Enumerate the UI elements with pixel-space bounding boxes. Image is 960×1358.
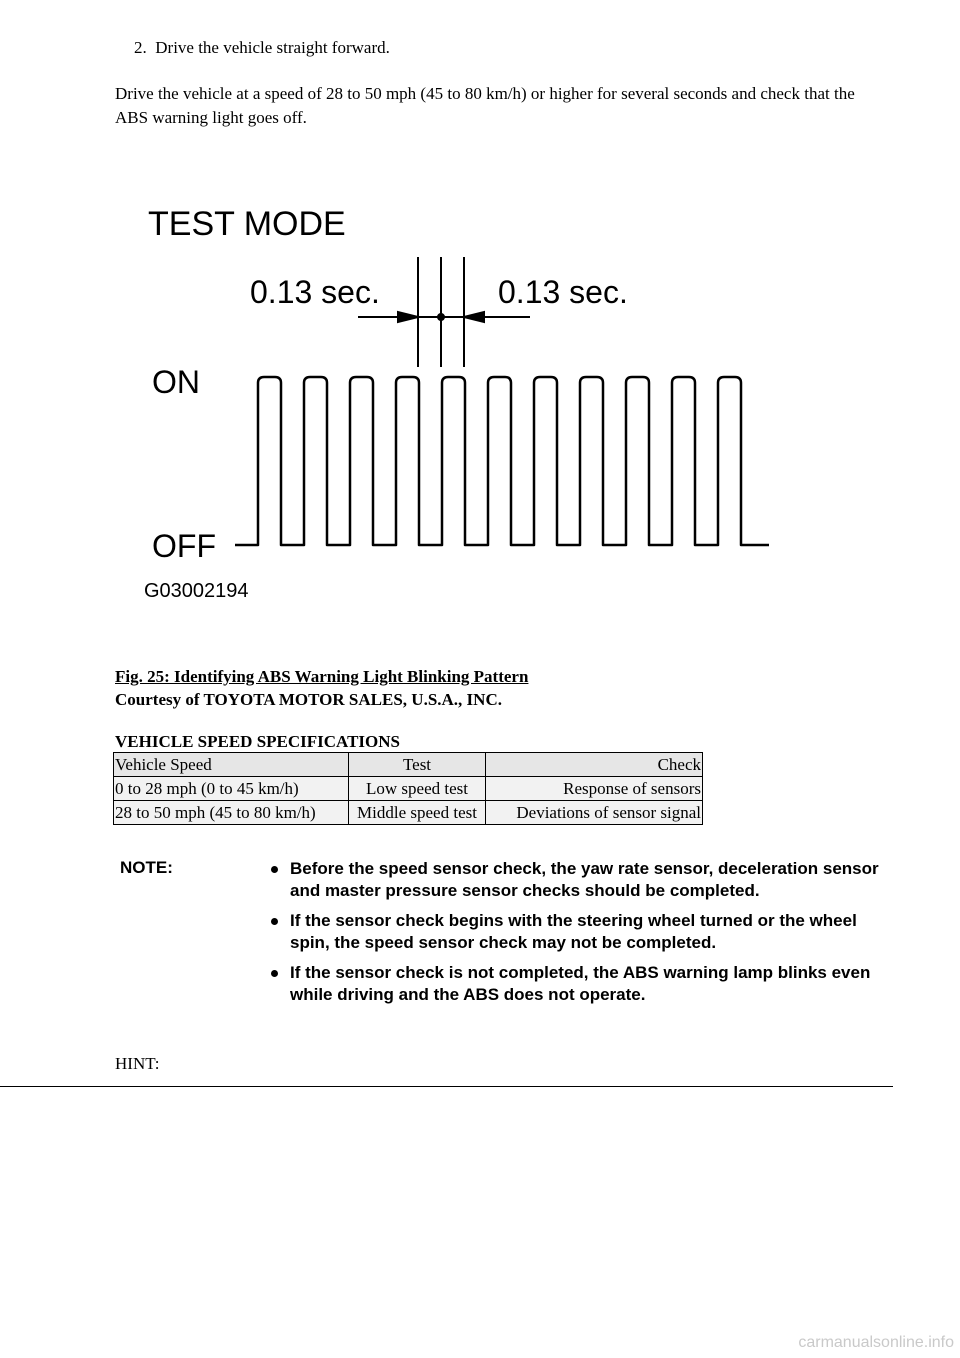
table-row — [114, 801, 703, 825]
figure-code: G03002194 — [144, 580, 249, 602]
figure-caption: Fig. 25: Identifying ABS Warning Light Blinking Pattern — [115, 667, 529, 686]
note-item: If the sensor check begins with the steering wheel turned or the wheel spin, the speed sensor check may not be completed. — [268, 910, 893, 954]
arrow-head-right — [464, 312, 484, 322]
off-label: OFF — [152, 528, 216, 564]
cell-check: Deviations of sensor signal — [486, 801, 703, 825]
table-title: VEHICLE SPEED SPECIFICATIONS — [115, 732, 400, 751]
cell-vehicle-speed: 28 to 50 mph (45 to 80 km/h) — [114, 801, 349, 825]
note-list — [268, 858, 893, 1014]
page-divider — [0, 1086, 893, 1087]
blink-pattern-diagram — [130, 195, 790, 615]
interval-left-label: 0.13 sec. — [250, 274, 380, 310]
hint-label: HINT: — [115, 1054, 160, 1073]
cell-test: Low speed test — [349, 777, 486, 801]
header-vehicle-speed: Vehicle Speed — [114, 753, 349, 777]
cell-check: Response of sensors — [486, 777, 703, 801]
note-item: If the sensor check is not completed, the ABS warning lamp blinks even while driving and the ABS does not operate. — [268, 962, 893, 1006]
note-label: NOTE: — [120, 858, 173, 877]
note-item: Before the speed sensor check, the yaw rate sensor, deceleration sensor and master pressure sensor checks should be completed. — [268, 858, 893, 902]
header-check: Check — [486, 753, 703, 777]
table-row — [114, 777, 703, 801]
on-label: ON — [152, 364, 200, 400]
step-text: Drive the vehicle straight forward. — [155, 38, 390, 57]
test-mode-figure — [130, 195, 790, 615]
footer-watermark: carmanualsonline.info — [798, 1334, 954, 1351]
step-number: 2. — [134, 38, 147, 57]
courtesy-line: Courtesy of TOYOTA MOTOR SALES, U.S.A., INC. — [115, 690, 502, 709]
table-header-row — [114, 753, 703, 777]
step-2 — [134, 36, 834, 60]
vehicle-speed-table — [113, 752, 703, 825]
cell-vehicle-speed: 0 to 28 mph (0 to 45 km/h) — [114, 777, 349, 801]
interval-right-label: 0.13 sec. — [498, 274, 628, 310]
center-dot — [438, 314, 444, 320]
figure-title: TEST MODE — [148, 205, 346, 243]
instruction-paragraph: Drive the vehicle at a speed of 28 to 50 mph (45 to 80 km/h) or higher for several seconds and check that the ABS warning light goes off. — [115, 84, 855, 127]
header-test: Test — [349, 753, 486, 777]
arrow-head-left — [398, 312, 418, 322]
cell-test: Middle speed test — [349, 801, 486, 825]
pulse-waveform — [235, 377, 769, 545]
